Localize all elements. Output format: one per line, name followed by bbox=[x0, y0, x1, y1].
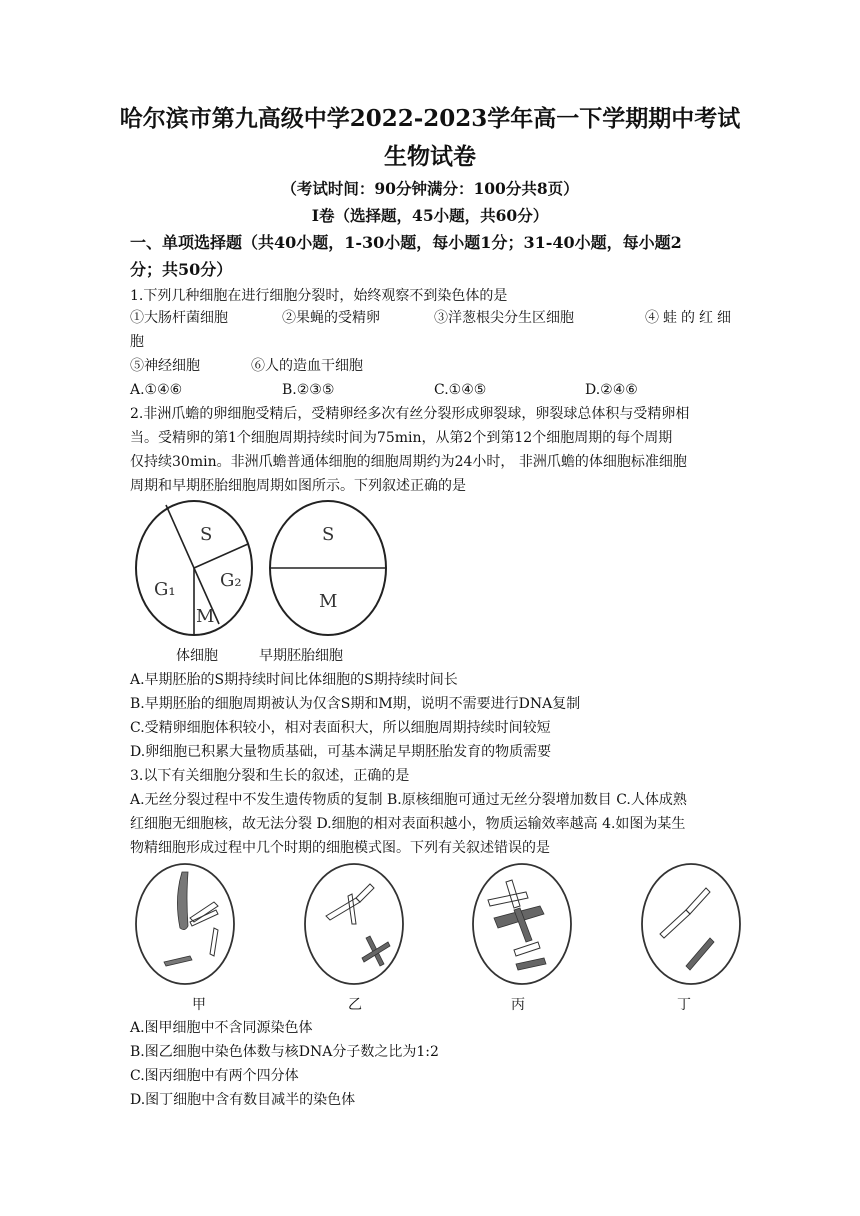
q3-stem: 3.以下有关细胞分裂和生长的叙述，正确的是 bbox=[130, 768, 410, 784]
q1-option-b: B.②③⑤ bbox=[282, 382, 335, 398]
chromosome bbox=[362, 942, 390, 962]
q2-stem-line: 周期和早期胚胎细胞周期如图所示。下列叙述正确的是 bbox=[130, 478, 466, 494]
q1-option-d: D.②④⑥ bbox=[585, 382, 638, 398]
q4-option-a: A.图甲细胞中不含同源染色体 bbox=[130, 1020, 313, 1036]
cycle-divider bbox=[194, 544, 248, 568]
label-g2: G₂ bbox=[220, 570, 242, 591]
label-s: S bbox=[200, 524, 213, 545]
chromosome bbox=[686, 938, 714, 970]
chromosome bbox=[210, 928, 218, 956]
chromosome bbox=[177, 872, 188, 930]
somatic-cell-cycle-diagram bbox=[136, 501, 252, 635]
q1-item: ⑥人的造血干细胞 bbox=[251, 358, 363, 374]
chromosome bbox=[356, 884, 374, 902]
cell-label-ding: 丁 bbox=[677, 997, 691, 1013]
caption-somatic: 体细胞 bbox=[176, 648, 218, 664]
q2-option-a: A.早期胚胎的S期持续时间比体细胞的S期持续时间长 bbox=[130, 672, 458, 688]
q2-stem-line: 仅持续30min。非洲爪蟾普通体细胞的细胞周期约为24小时， 非洲爪蟾的体细胞标准细胞 bbox=[130, 454, 687, 470]
cell-label-jia: 甲 bbox=[192, 997, 206, 1013]
q3-line: 红细胞无细胞核，故无法分裂 D.细胞的相对表面积越小，物质运输效率越高 4.如图为某生 bbox=[130, 816, 686, 832]
q2-stem-line: 2.非洲爪蟾的卵细胞受精后，受精卵经多次有丝分裂形成卵裂球，卵裂球总体积与受精卵相 bbox=[130, 406, 690, 422]
q1-item-cont: 胞 bbox=[130, 334, 144, 350]
chromosome bbox=[488, 892, 528, 906]
chromosome bbox=[164, 956, 192, 966]
chromosome bbox=[190, 910, 218, 926]
exam-info: （考试时间：90分钟满分：100分共8页） bbox=[281, 179, 579, 198]
q1-item: ③洋葱根尖分生区细胞 bbox=[434, 310, 574, 326]
q3-line: 物精细胞形成过程中几个时期的细胞模式图。下列有关叙述错误的是 bbox=[130, 840, 550, 856]
q4-option-c: C.图丙细胞中有两个四分体 bbox=[130, 1068, 299, 1084]
q2-option-c: C.受精卵细胞体积较小，相对表面积大，所以细胞周期持续时间较短 bbox=[130, 720, 551, 736]
cell-ding bbox=[642, 864, 740, 984]
label-m: M bbox=[196, 606, 215, 627]
exam-subject: 生物试卷 bbox=[384, 143, 476, 170]
cycle-divider bbox=[166, 505, 194, 568]
cell-label-yi: 乙 bbox=[348, 997, 362, 1013]
cell-jia bbox=[136, 864, 234, 984]
caption-embryo: 早期胚胎细胞 bbox=[259, 648, 343, 664]
section-heading bbox=[130, 230, 730, 256]
cell-cycle-figure bbox=[130, 496, 390, 646]
q2-option-d: D.卵细胞已积累大量物质基础，可基本满足早期胚胎发育的物质需要 bbox=[130, 744, 552, 760]
meiosis-cells-figure bbox=[130, 858, 750, 993]
q4-option-d: D.图丁细胞中含有数目减半的染色体 bbox=[130, 1092, 356, 1108]
chromosome bbox=[686, 888, 710, 914]
q4-option-b: B.图乙细胞中染色体数与核DNA分子数之比为1:2 bbox=[130, 1044, 439, 1060]
label-m: M bbox=[319, 591, 338, 612]
cell-bing bbox=[473, 864, 571, 984]
chromosome bbox=[660, 910, 690, 938]
q1-option-c: C.①④⑤ bbox=[434, 382, 487, 398]
embryo-cell-cycle-diagram bbox=[270, 501, 386, 635]
q2-stem-line: 当。受精卵的第1个细胞周期持续时间为75min，从第2个到第12个细胞周期的每个周期 bbox=[130, 430, 673, 446]
q1-option-a: A.①④⑥ bbox=[130, 382, 183, 398]
section-heading-line1: 一、单项选择题（共40小题，1-30小题，每小题1分；31-40小题，每小题2 bbox=[130, 233, 682, 252]
cell-yi bbox=[305, 864, 403, 984]
exam-title: 哈尔滨市第九高级中学2022-2023学年高一下学期期中考试 bbox=[119, 105, 741, 132]
label-s: S bbox=[322, 524, 335, 545]
chromosome bbox=[516, 958, 546, 970]
q1-item: ②果蝇的受精卵 bbox=[282, 310, 380, 326]
chromosome bbox=[190, 902, 218, 922]
chromosome bbox=[514, 942, 540, 956]
section-heading-line2: 分；共50分） bbox=[130, 260, 233, 279]
q1-item: ⑤神经细胞 bbox=[130, 358, 200, 374]
q1-item: ①大肠杆菌细胞 bbox=[130, 310, 228, 326]
q1-stem: 1.下列几种细胞在进行细胞分裂时，始终观察不到染色体的是 bbox=[130, 288, 508, 304]
q1-item: ④蛙的红细 bbox=[645, 310, 735, 326]
volume-info: I卷（选择题，45小题，共60分） bbox=[311, 206, 549, 225]
label-g1: G₁ bbox=[154, 579, 176, 600]
cell-label-bing: 丙 bbox=[511, 997, 525, 1013]
q2-option-b: B.早期胚胎的细胞周期被认为仅含S期和M期，说明不需要进行DNA复制 bbox=[130, 696, 581, 712]
q3-line: A.无丝分裂过程中不发生遗传物质的复制 B.原核细胞可通过无丝分裂增加数目 C.人体成熟 bbox=[130, 792, 687, 808]
